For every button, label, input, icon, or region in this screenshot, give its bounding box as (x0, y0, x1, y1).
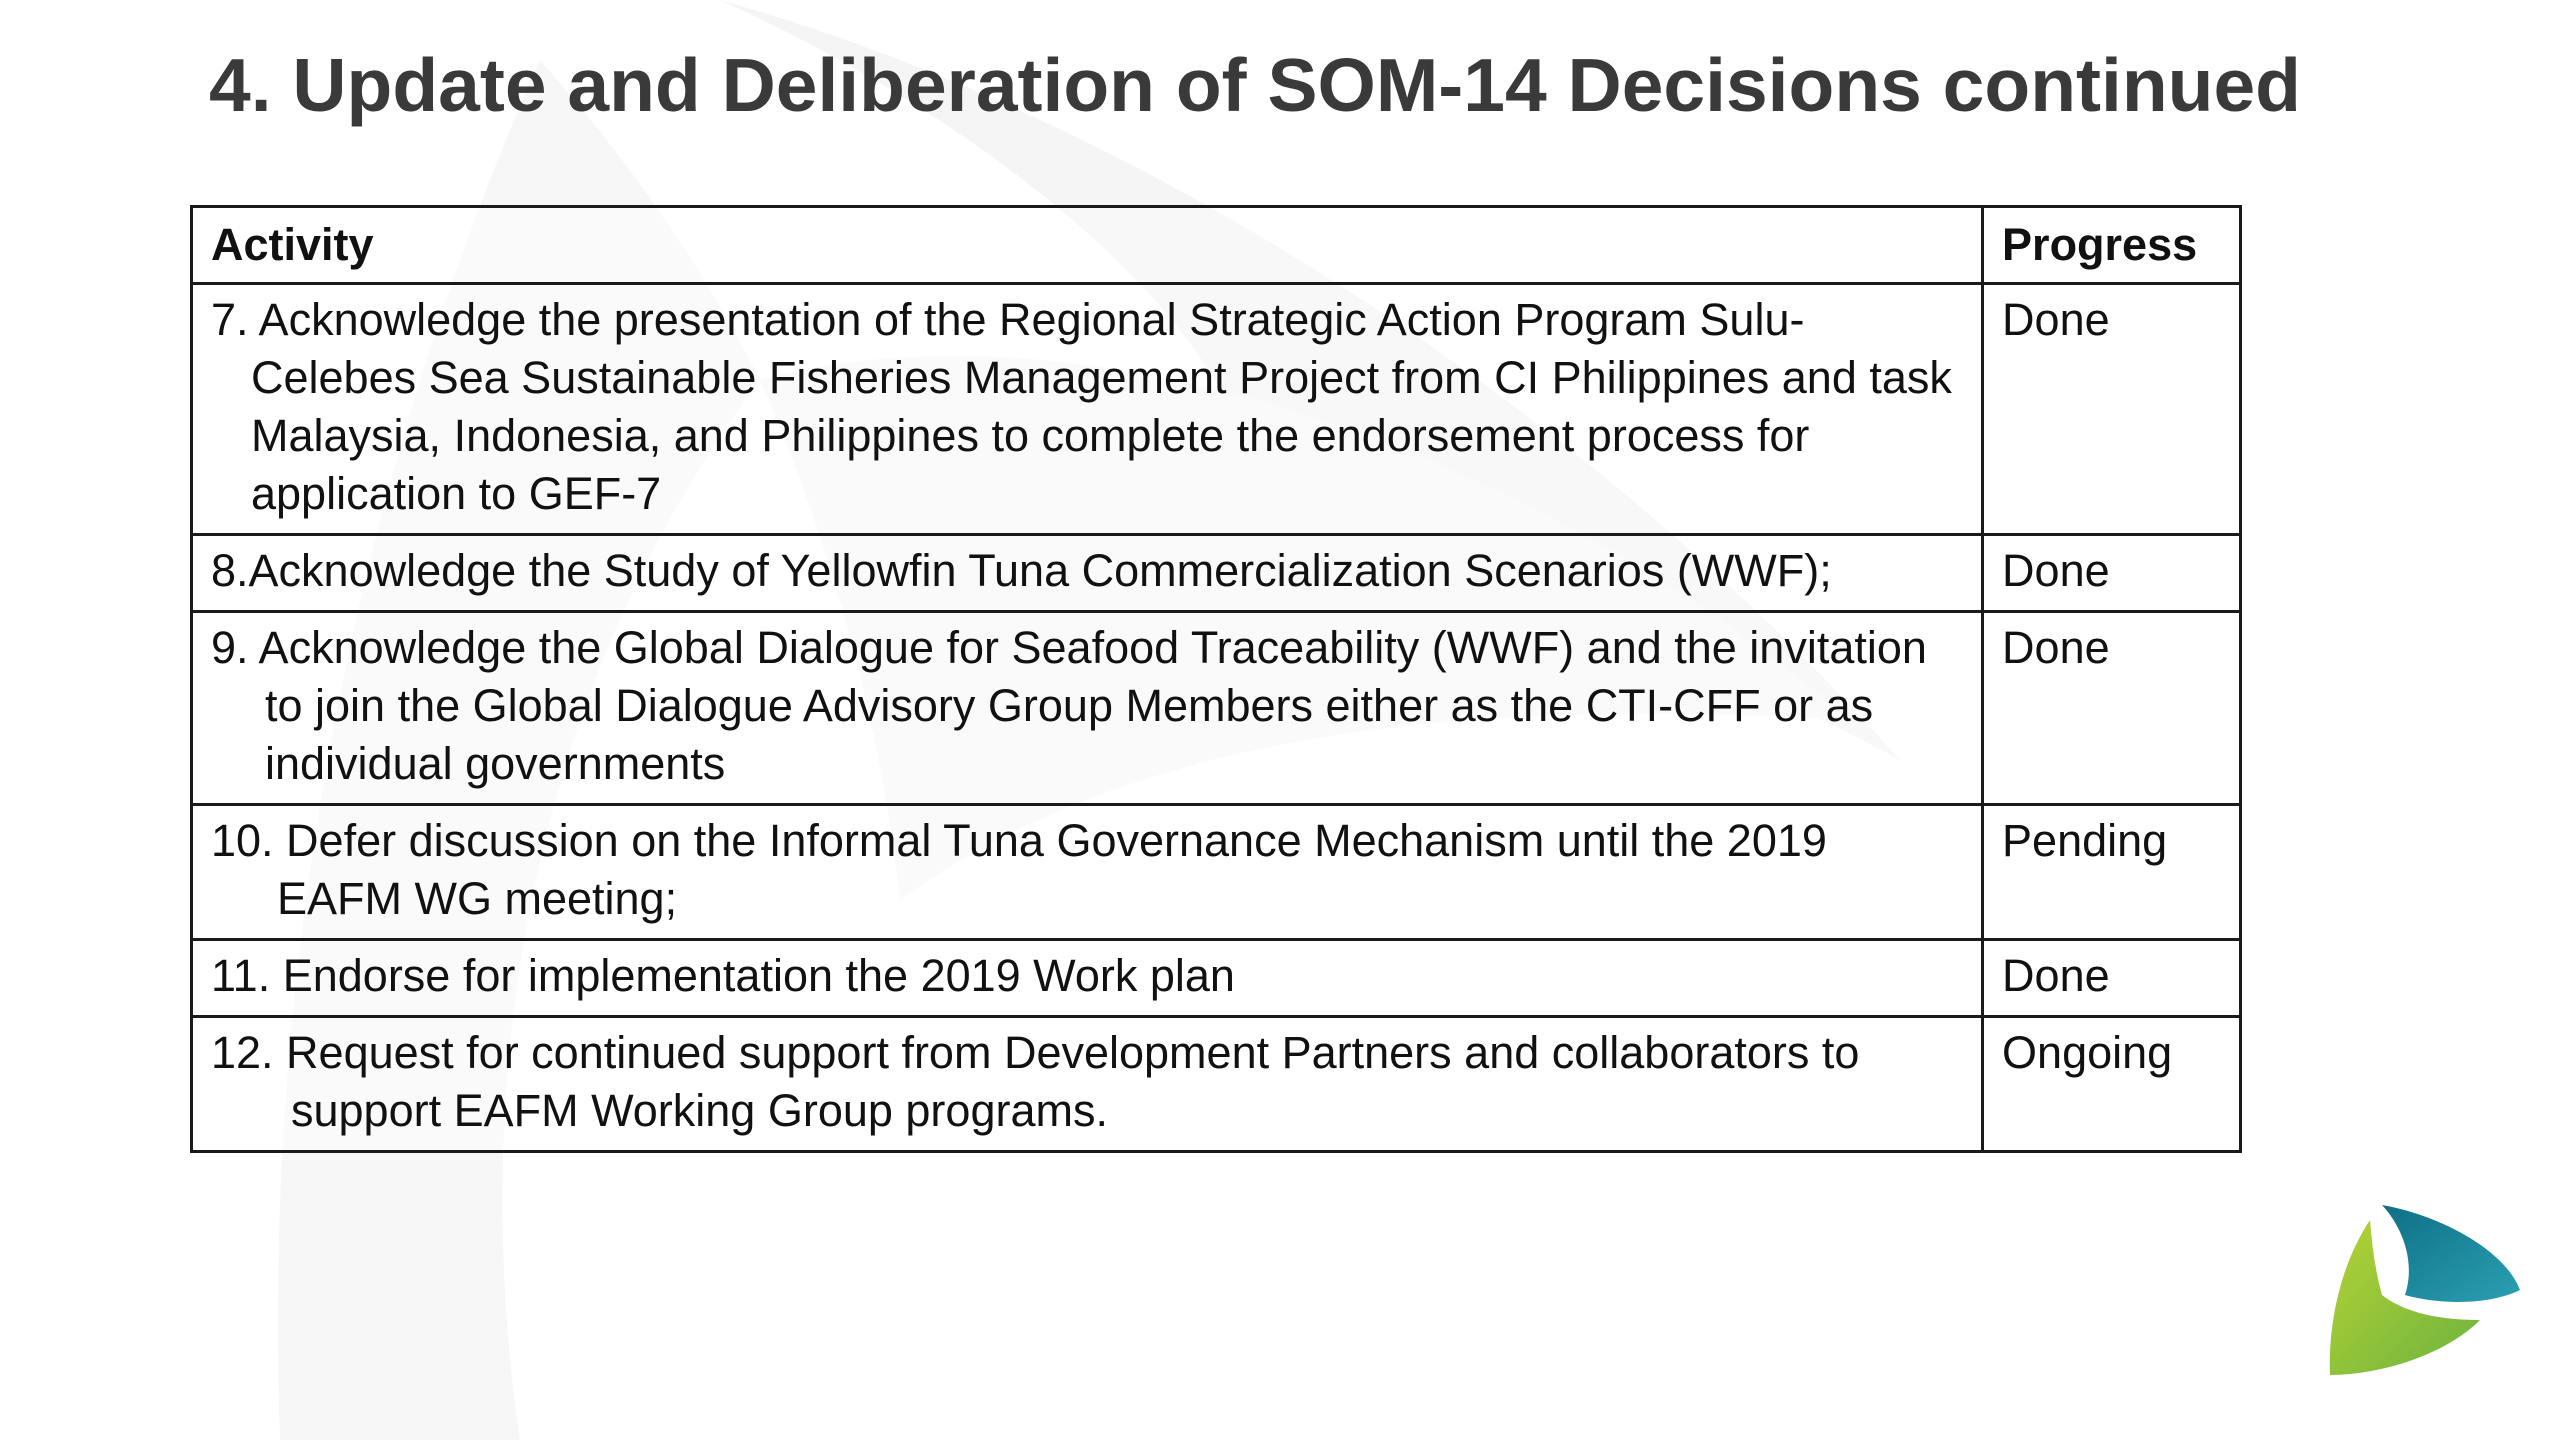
activity-text: 12. Request for continued support from Development Partners and collaborators to support EAFM Working Group programs. (211, 1027, 1860, 1136)
organization-logo-icon (2320, 1195, 2530, 1385)
progress-cell: Done (1983, 535, 2241, 612)
table-row (192, 805, 2241, 940)
activity-cell (192, 284, 1983, 535)
decisions-table (190, 205, 2242, 1153)
activity-text: 8.Acknowledge the Study of Yellowfin Tuna Commercialization Scenarios (WWF); (211, 545, 1832, 596)
activity-text: 10. Defer discussion on the Informal Tuna Governance Mechanism until the 2019 EAFM WG meeting; (211, 815, 1827, 924)
progress-cell: Ongoing (1983, 1017, 2241, 1152)
table-row (192, 1017, 2241, 1152)
activity-column-header: Activity (192, 207, 1983, 284)
activity-text: 9. Acknowledge the Global Dialogue for Seafood Traceability (WWF) and the invitation to join the Global Dialogue Advisory Group Members either as the CTI-CFF or as individual governments (211, 622, 1927, 789)
slide-title: 4. Update and Deliberation of SOM-14 Decisions continued (209, 43, 2301, 127)
progress-cell: Done (1983, 940, 2241, 1017)
activity-cell (192, 1017, 1983, 1152)
activity-text: 7. Acknowledge the presentation of the Regional Strategic Action Program Sulu-Celebes Sea Sustainable Fisheries Management Project from CI Philippines and task Malaysia, Indonesia, and Philippines to complete the endorsement process for application to GEF-7 (211, 294, 1952, 519)
activity-cell (192, 805, 1983, 940)
progress-cell: Done (1983, 284, 2241, 535)
table-header-row (192, 207, 2241, 284)
progress-column-header: Progress (1983, 207, 2241, 284)
table-row (192, 535, 2241, 612)
activity-cell (192, 612, 1983, 805)
progress-cell: Pending (1983, 805, 2241, 940)
table-row (192, 612, 2241, 805)
progress-cell: Done (1983, 612, 2241, 805)
table-row (192, 284, 2241, 535)
activity-cell (192, 535, 1983, 612)
table-row (192, 940, 2241, 1017)
activity-text: 11. Endorse for implementation the 2019 Work plan (211, 950, 1235, 1001)
activity-cell (192, 940, 1983, 1017)
